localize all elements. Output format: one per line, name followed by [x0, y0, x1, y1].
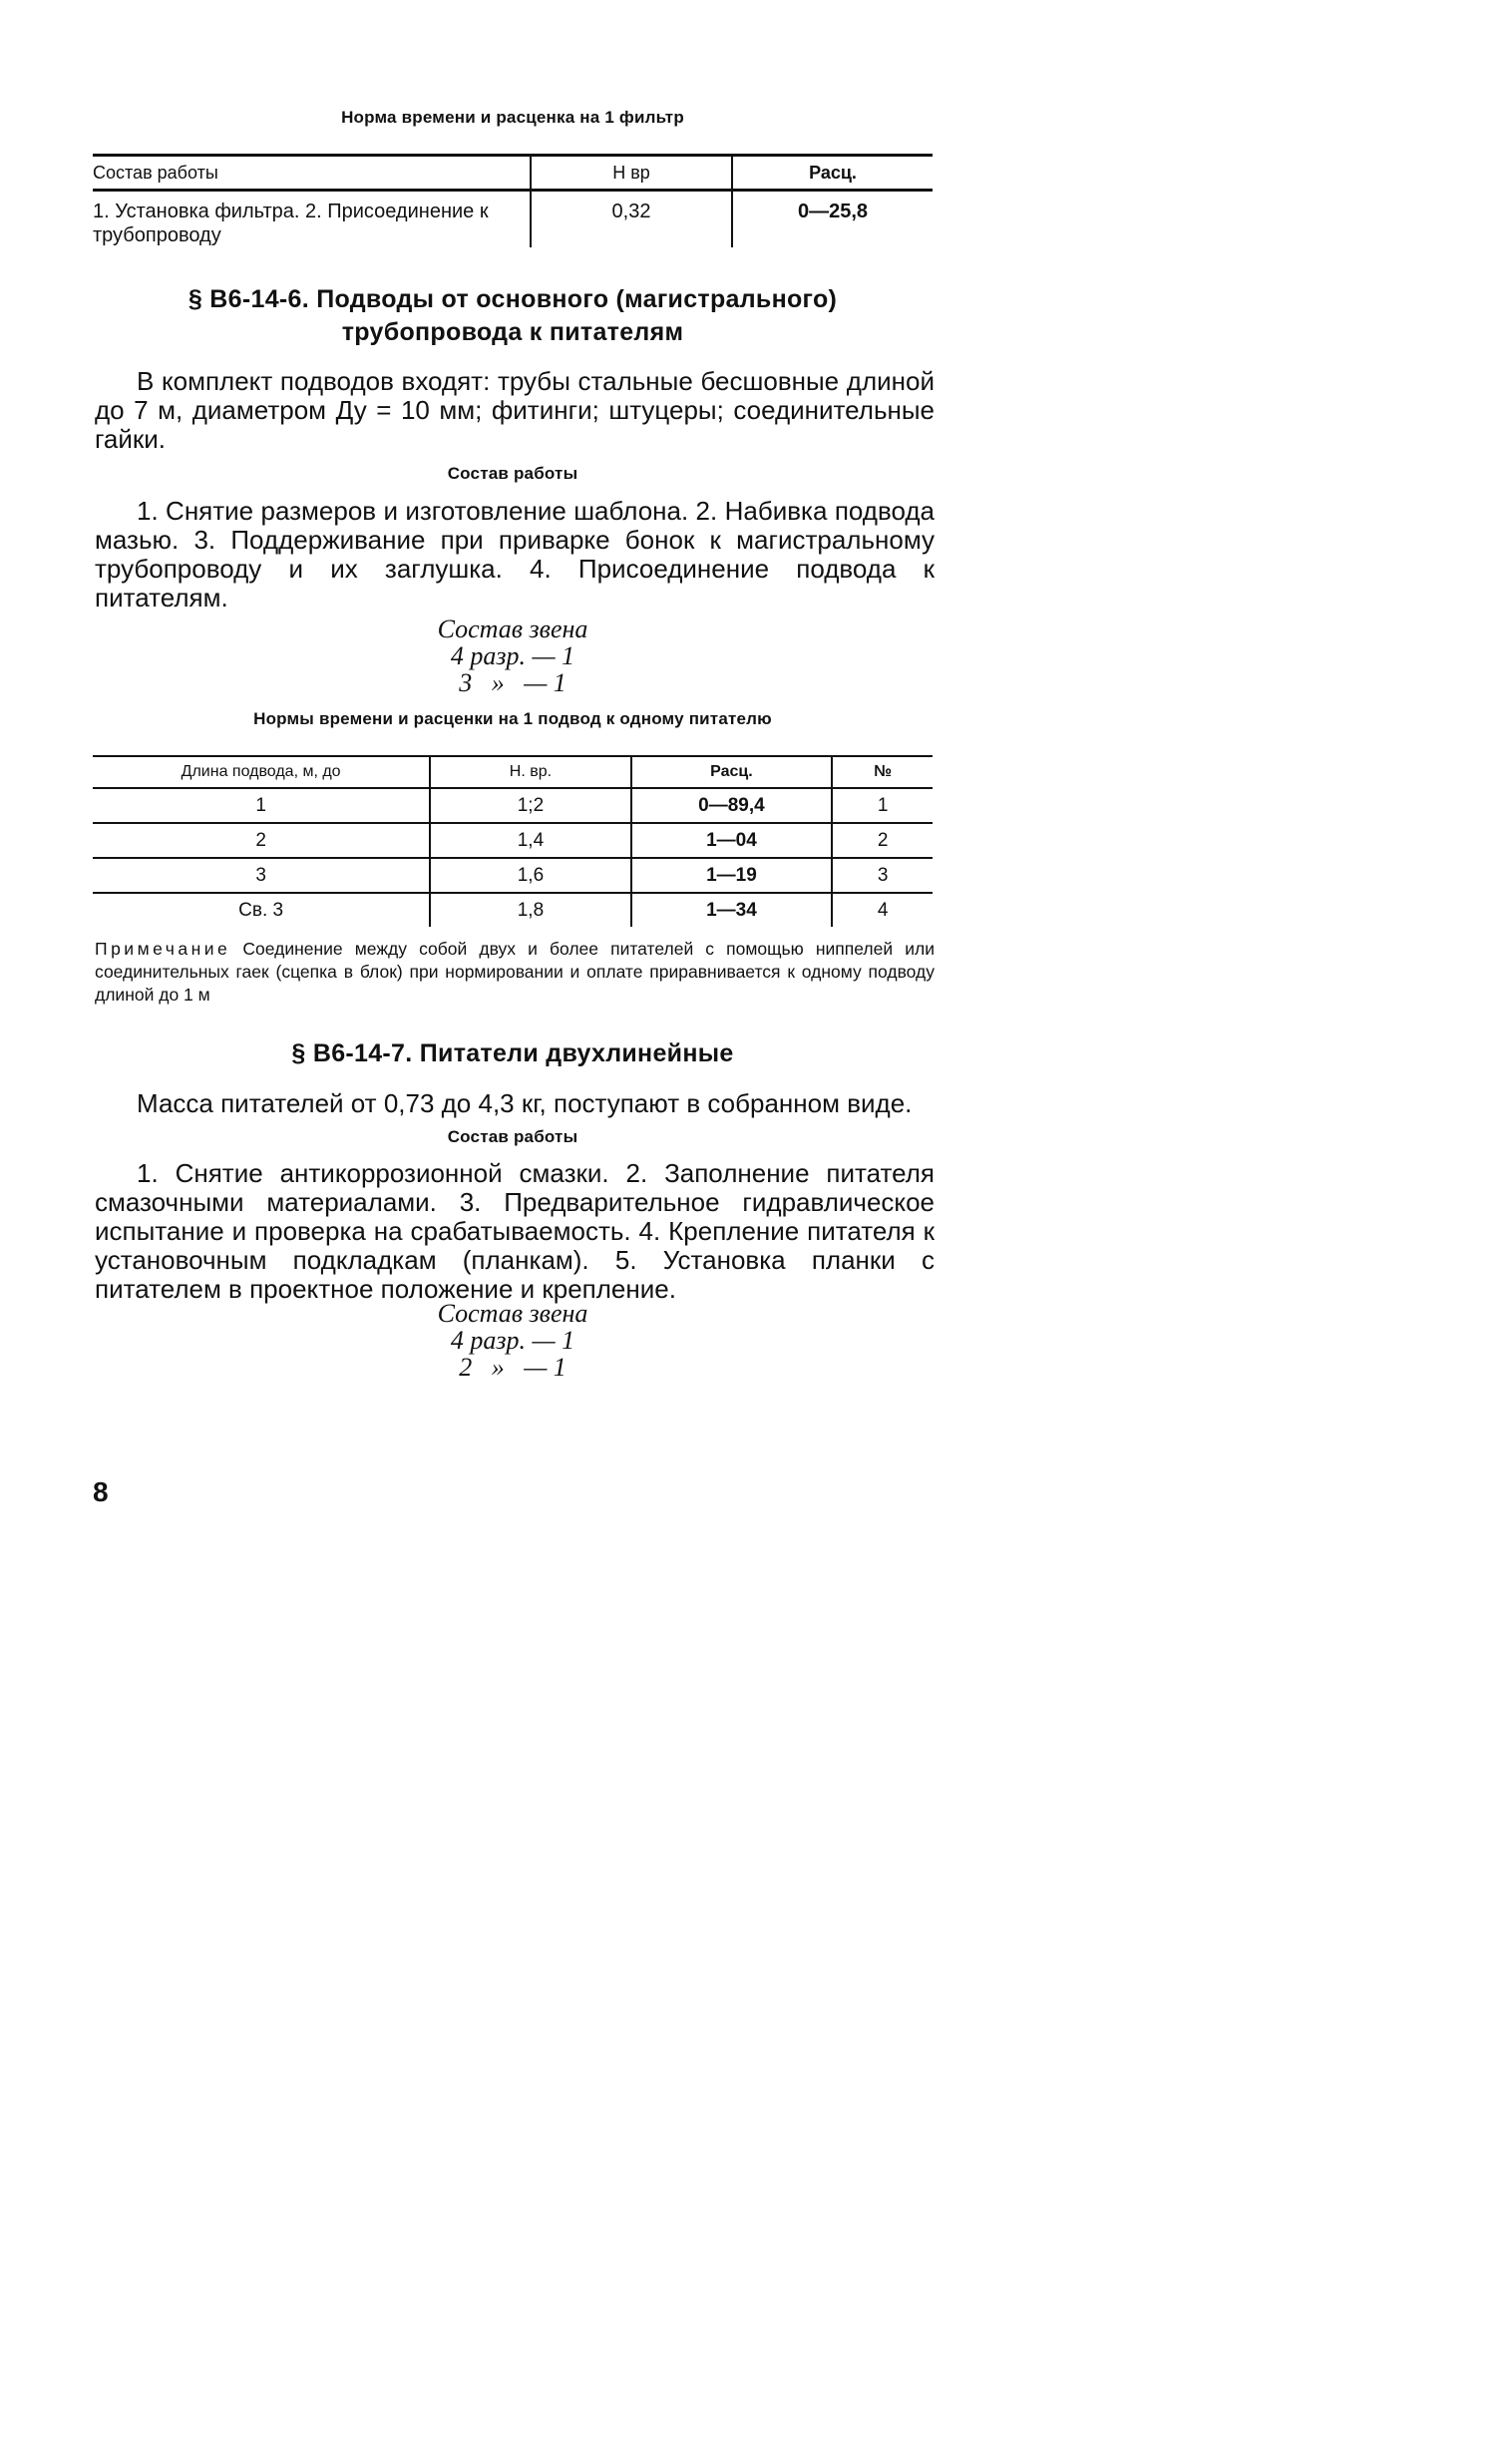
cell-length: Св. 3 [238, 899, 284, 921]
section-7-crew [93, 1300, 933, 1381]
header-length: Длина подвода, м, до [93, 756, 430, 788]
feed-norm-table [93, 755, 933, 927]
cell-hvr: 0,32 [531, 191, 732, 248]
section-6-title-line2: трубопровода к питателям [341, 318, 684, 346]
header-work: Состав работы [93, 156, 531, 191]
crew-line-2: 3 » — 1 [459, 668, 567, 697]
crew-heading: Состав звена [437, 614, 588, 643]
crew-heading: Состав звена [437, 1299, 588, 1328]
crew-line-1: 4 разр. — 1 [450, 641, 575, 670]
cell-hvr: 1,6 [430, 858, 630, 893]
crew-line-2: 2 » — 1 [459, 1353, 567, 1382]
cell-length: 2 [93, 823, 430, 858]
cell-rate: 0—25,8 [732, 191, 933, 248]
cell-rate: 0—89,4 [631, 788, 833, 823]
cell-num: 3 [832, 858, 933, 893]
section-6-title [93, 283, 933, 349]
cell-rate: 1—34 [631, 893, 833, 927]
section-7-work-heading: Состав работы [447, 1127, 578, 1146]
section-7-work-text: 1. Снятие антикоррозионной смазки. 2. Заполнение питателя смазочными материалами. 3. Предварительное гидравлическое испытание и проверка на срабатываемость. 4. Крепление питателя к установочным подкладкам (планкам). 5. Установка планки с питателем в проектное положение и крепление. [95, 1158, 935, 1304]
feed-norm-caption: Нормы времени и расценки на 1 подвод к одному питателю [253, 709, 772, 728]
crew-line-1: 4 разр. — 1 [450, 1326, 575, 1355]
cell-rate: 1—04 [631, 823, 833, 858]
page-number: 8 [93, 1476, 109, 1507]
cell-num: 1 [832, 788, 933, 823]
cell-num: 4 [832, 893, 933, 927]
note-label: Примечание [95, 939, 231, 959]
header-rate: Расц. [631, 756, 833, 788]
filter-norm-caption: Норма времени и расценка на 1 фильтр [341, 108, 684, 127]
table-row [93, 858, 933, 893]
cell-rate: 1—19 [631, 858, 833, 893]
table-header-row [93, 756, 933, 788]
section-6-work-heading: Состав работы [447, 464, 578, 483]
header-rate: Расц. [732, 156, 933, 191]
table-note [95, 938, 935, 1007]
table-row [93, 823, 933, 858]
header-hvr: Н вр [531, 156, 732, 191]
section-6-title-line1: § В6-14-6. Подводы от основного (магистрального) [188, 285, 838, 313]
cell-length: 1 [93, 788, 430, 823]
note-text: Соединение между собой двух и более питателей с помощью ниппелей или соединительных гаек (сцепка в блок) при нормировании и оплате приравнивается к одному подводу длиной до 1 м [95, 939, 935, 1005]
table-row [93, 788, 933, 823]
header-num: № [832, 756, 933, 788]
table-row [93, 893, 933, 927]
cell-num: 2 [832, 823, 933, 858]
section-7-intro: Масса питателей от 0,73 до 4,3 кг, поступают в собранном виде. [137, 1088, 913, 1118]
table-header-row [93, 156, 933, 191]
section-6-crew [93, 615, 933, 696]
cell-hvr: 1,8 [430, 893, 630, 927]
section-7-title: § В6-14-7. Питатели двухлинейные [291, 1039, 734, 1067]
section-6-work-text: 1. Снятие размеров и изготовление шаблона. 2. Набивка подвода мазью. 3. Поддерживание при приварке бонок к магистральному трубопроводу и их заглушка. 4. Присоединение подвода к питателям. [95, 496, 935, 613]
cell-length: 3 [93, 858, 430, 893]
cell-hvr: 1;2 [430, 788, 630, 823]
cell-work: 1. Установка фильтра. 2. Присоединение к трубопроводу [93, 201, 489, 246]
header-hvr: Н. вр. [430, 756, 630, 788]
table-row [93, 191, 933, 248]
section-6-intro: В комплект подводов входят: трубы стальные бесшовные длиной до 7 м, диаметром Ду = 10 мм; фитинги; штуцеры; соединительные гайки. [95, 366, 935, 454]
cell-hvr: 1,4 [430, 823, 630, 858]
filter-norm-table [93, 154, 933, 247]
